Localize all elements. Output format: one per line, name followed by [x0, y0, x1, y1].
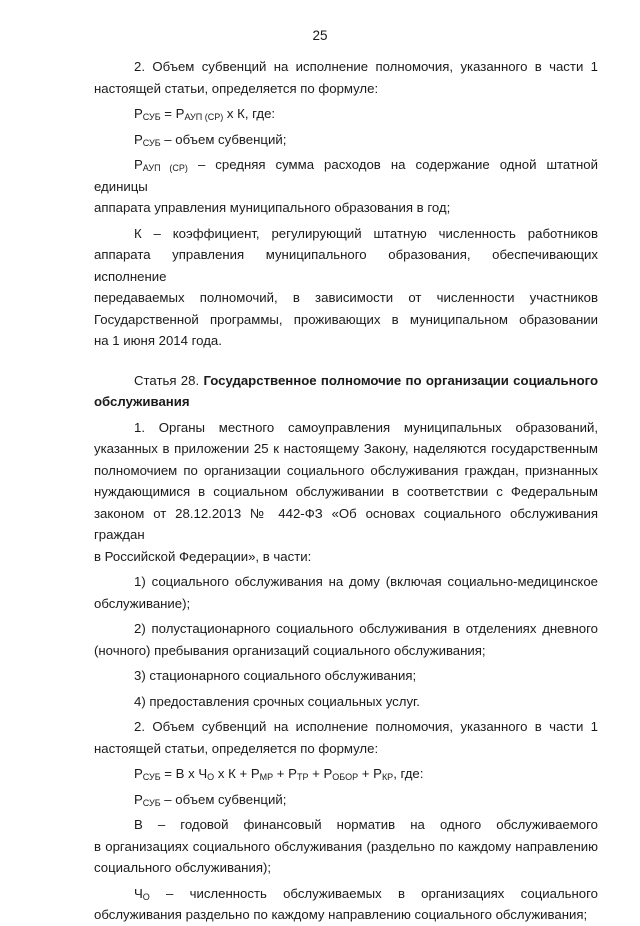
article-28-p2-line1: 2. Объем субвенций на исполнение полномочия, указанного в части 1 — [134, 719, 598, 734]
list-item-2-line2: (ночного) пребывания организаций социального обслуживания; — [94, 642, 486, 658]
article-28-heading-line2: обслуживания — [94, 394, 190, 409]
definition-cho-line1: $Ч_О$ – численность обслуживаемых в организациях социального — [134, 885, 598, 902]
list-item-2-line1: 2) полустационарного социального обслуживания в отделениях дневного — [134, 621, 598, 636]
article-28-heading: Статья 28. Государственное полномочие по организации социального — [134, 372, 599, 388]
list-item-1-line2: обслуживание); — [94, 595, 191, 611]
definition-k-line3: передаваемых полномочий, в зависимости от численности участников — [94, 290, 598, 305]
list-item-3: 3) стационарного социального обслуживания; — [134, 668, 417, 683]
article-28-p1-line4: нуждающимися в социальном обслуживании в соответствии с Федеральным — [94, 484, 598, 499]
definition-psub-2: $Р_{СУБ}$ – объем субвенций; — [134, 791, 287, 808]
page-number: 25 — [312, 28, 328, 43]
article-28-p1-line2: указанных в приложении 25 к настоящему Закону, наделяются государственным — [94, 441, 598, 456]
article-28-p1-line1: 1. Органы местного самоуправления муниципальных образований, — [134, 419, 598, 435]
list-item-4: 4) предоставления срочных социальных услуг. — [134, 693, 420, 709]
paragraph-2-line1: 2. Объем субвенций на исполнение полномочия, указанного в части 1 — [134, 59, 598, 74]
definition-paup-line2: аппарата управления муниципального образования в год; — [94, 200, 451, 215]
article-28-p1-line6: в Российской Федерации», в части: — [94, 548, 312, 564]
paragraph-2-line2: настоящей статьи, определяется по формуле: — [94, 80, 379, 96]
list-item-1-line1: 1) социального обслуживания на дому (включая социально-медицинское — [134, 574, 598, 589]
definition-k-line2: аппарата управления муниципального образования, обеспечивающих исполнение — [94, 247, 598, 284]
formula-line: $Р_{СУБ} = Р_{АУП (СР)}$ х К, где: — [134, 106, 276, 122]
definition-k-line5: на 1 июня 2014 года. — [94, 333, 222, 348]
definition-b-line3: социального обслуживания); — [94, 860, 272, 875]
document-body — [94, 56, 598, 926]
definition-k-line1: К – коэффициент, регулирующий штатную численность работников — [134, 225, 598, 241]
definition-paup-line1: $Р_{АУП (СР)}$ – средняя сумма расходов на содержание одной штатной единицы — [94, 157, 598, 194]
definition-cho-line2: обслуживания раздельно по каждому направлению социального обслуживания; — [94, 907, 588, 922]
definition-b-line1: В – годовой финансовый норматив на одного обслуживаемого — [134, 817, 598, 832]
article-28-p2-line2: настоящей статьи, определяется по формуле: — [94, 740, 379, 756]
definition-k-line4: Государственной программы, проживающих в муниципальном образовании — [94, 311, 598, 327]
formula-2-line: $Р_{СУБ} = В$ х $Ч_О$ х $К + Р_{МР} + Р_{ТР} + Р_{ОБОР} + Р_{КР}$, где: — [134, 766, 424, 782]
article-28-p1-line3: полномочием по организации социального обслуживания граждан, признанных — [94, 462, 598, 478]
definition-b-line2: в организациях социального обслуживания (раздельно по каждому направлению — [94, 838, 598, 854]
definition-psub: $Р_{СУБ}$ – объем субвенций; — [134, 131, 287, 148]
article-28-p1-line5: законом от 28.12.2013 № 442-ФЗ «Об основах социального обслуживания граждан — [94, 505, 598, 542]
